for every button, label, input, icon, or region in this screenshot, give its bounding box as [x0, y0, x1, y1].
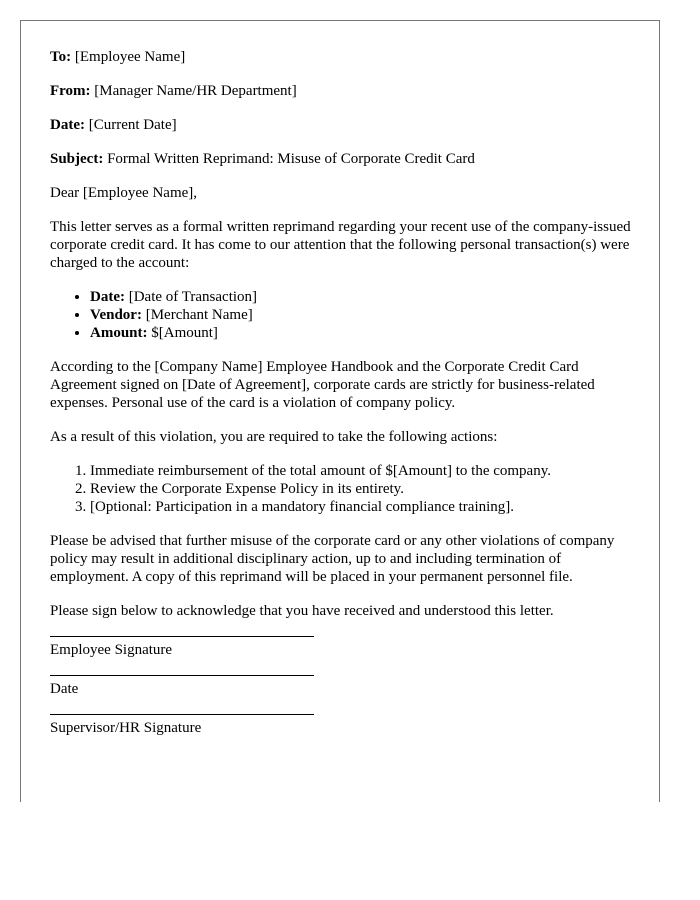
- salutation: Dear [Employee Name],: [50, 185, 198, 201]
- date-label: Date:: [50, 117, 85, 133]
- acknowledge-paragraph: Please sign below to acknowledge that you have received and understood this letter.: [50, 603, 554, 619]
- to-line: [50, 48, 640, 66]
- transaction-vendor-value: [Merchant Name]: [145, 307, 253, 323]
- subject-value: Formal Written Reprimand: Misuse of Corporate Credit Card: [107, 151, 475, 167]
- date-value: [Current Date]: [88, 117, 177, 133]
- date-signature-caption: Date: [50, 681, 79, 697]
- from-label: From:: [50, 83, 91, 99]
- letter-page: [20, 20, 660, 802]
- date-signature-line[interactable]: [50, 675, 314, 676]
- list-item: [90, 288, 640, 306]
- transaction-date-value: [Date of Transaction]: [128, 289, 258, 305]
- signature-block: [50, 636, 640, 737]
- subject-line: [50, 150, 640, 168]
- transaction-amount-label: Amount:: [90, 325, 148, 341]
- supervisor-signature-line[interactable]: [50, 714, 314, 715]
- list-item: 1. Immediate reimbursement of the total amount of $[Amount] to the company.: [90, 462, 640, 480]
- policy-paragraph: According to the [Company Name] Employee Handbook and the Corporate Credit Card Agreement signed on [Date of Agreement], corporate cards are strictly for business-related expenses. Personal use of the card is a violation of company policy.: [50, 359, 595, 411]
- employee-signature-caption: Employee Signature: [50, 642, 173, 658]
- from-value: [Manager Name/HR Department]: [94, 83, 297, 99]
- to-value: [Employee Name]: [74, 49, 186, 65]
- actions-intro-paragraph: As a result of this violation, you are required to take the following actions:: [50, 429, 498, 445]
- transaction-list: [50, 288, 640, 342]
- date-line: [50, 116, 640, 134]
- list-item: [90, 324, 640, 342]
- employee-signature-line[interactable]: [50, 636, 314, 637]
- warning-paragraph: Please be advised that further misuse of the corporate card or any other violations of company policy may result in additional disciplinary action, up to and including termination of employment. A copy of this reprimand will be placed in your permanent personnel file.: [50, 533, 615, 585]
- transaction-amount-value: $[Amount]: [151, 325, 218, 341]
- intro-paragraph: This letter serves as a formal written reprimand regarding your recent use of the company-issued corporate credit card. It has come to our attention that the following personal transaction(s) were charged to the account:: [50, 219, 631, 271]
- actions-list: [50, 462, 640, 516]
- transaction-vendor-label: Vendor:: [90, 307, 142, 323]
- subject-label: Subject:: [50, 151, 104, 167]
- list-item: [90, 306, 640, 324]
- letter-content: [50, 48, 640, 737]
- list-item: 2. Review the Corporate Expense Policy in its entirety.: [90, 480, 640, 498]
- to-label: To:: [50, 49, 72, 65]
- transaction-date-label: Date:: [90, 289, 125, 305]
- supervisor-signature-caption: Supervisor/HR Signature: [50, 720, 202, 736]
- from-line: [50, 82, 640, 100]
- list-item: 3. [Optional: Participation in a mandatory financial compliance training].: [90, 498, 640, 516]
